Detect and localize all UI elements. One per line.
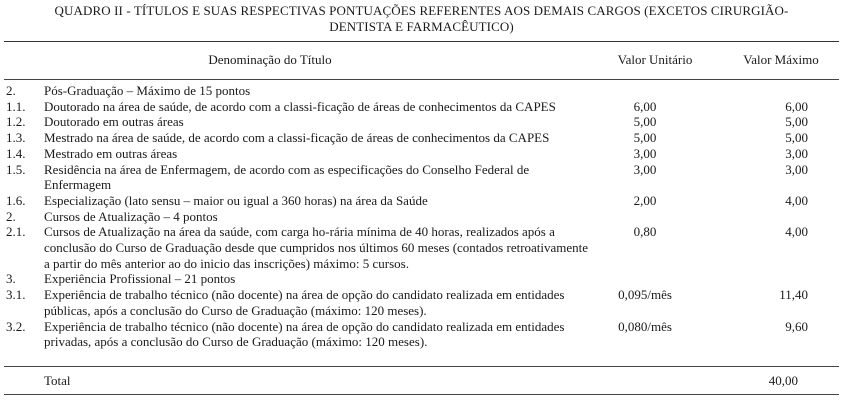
row-number: 1.4.: [6, 145, 26, 161]
table-row: [0, 114, 843, 130]
table-body: [0, 83, 843, 350]
table-title: [0, 3, 843, 35]
total-rule: [4, 366, 839, 367]
table-row: [0, 271, 843, 287]
top-rule: [4, 41, 839, 42]
row-unit-value: 2,00: [633, 192, 657, 208]
row-description: Doutorado na área de saúde, de acordo com a classi-ficação de áreas de conhecimentos da CAPES: [44, 98, 556, 114]
row-max-value: 3,00: [785, 161, 808, 177]
row-number: 2.: [6, 83, 16, 98]
total-row: [0, 373, 843, 389]
row-unit-value: 5,00: [633, 130, 657, 146]
row-number: 1.5.: [6, 161, 26, 177]
table-row: [0, 162, 843, 193]
row-unit-value: 0,80: [633, 224, 657, 240]
row-description: Cursos de Atualização – 4 pontos: [44, 208, 218, 224]
table-row: [0, 209, 843, 225]
table-row: [0, 130, 843, 146]
row-unit-value: 5,00: [633, 114, 657, 130]
row-description: Experiência de trabalho técnico (não docente) na área de opção do candidato realizada em entidades públicas, após a conclusão do Curso de Graduação (máximo: 120 meses).: [44, 287, 565, 318]
total-label: Total: [44, 373, 71, 388]
header-max-value: Valor Máximo: [743, 52, 819, 67]
table-row: [0, 224, 843, 271]
table-row: [0, 99, 843, 115]
row-description: Experiência Profissional – 21 pontos: [44, 271, 236, 287]
row-unit-value: 3,00: [633, 145, 657, 161]
table-row: [0, 83, 843, 99]
row-unit-value: 0,095/mês: [618, 287, 672, 303]
row-unit-value: 0,080/mês: [618, 318, 672, 334]
bottom-rule: [4, 394, 839, 395]
row-description: Mestrado na área de saúde, de acordo com a classi-ficação de áreas de conhecimentos da CAPES: [44, 130, 550, 146]
row-number: 2.1.: [6, 224, 26, 240]
table-row: [0, 193, 843, 209]
row-max-value: 4,00: [785, 224, 808, 240]
row-description: Pós-Graduação – Máximo de 15 pontos: [44, 83, 251, 98]
row-number: 1.2.: [6, 114, 26, 130]
row-max-value: 5,00: [785, 130, 808, 146]
header-title-name: Denominação do Título: [208, 52, 332, 67]
row-description: Experiência de trabalho técnico (não docente) na área de opção do candidato realizada em entidades privadas, após a conclusão do Curso de Graduação (máximo: 120 meses).: [44, 318, 565, 350]
table-title-line-1: QUADRO II - TÍTULOS E SUAS RESPECTIVAS PONTUAÇÕES REFERENTES AOS DEMAIS CARGOS (EXCETOS CIRURGIÃO-: [54, 3, 789, 18]
table-title-line-2: DENTISTA E FARMACÊUTICO): [329, 19, 514, 34]
row-unit-value: 3,00: [633, 161, 657, 177]
table-row: [0, 319, 843, 350]
row-description: Residência na área de Enfermagem, de acordo com as especificações do Conselho Federal de Enfermagem: [44, 161, 530, 193]
row-max-value: 4,00: [785, 192, 808, 208]
row-max-value: 11,40: [779, 287, 808, 303]
row-number: 1.1.: [6, 98, 26, 114]
header-rule: [4, 79, 839, 80]
row-number: 3.: [6, 271, 16, 287]
row-number: 2.: [6, 208, 16, 224]
row-max-value: 9,60: [785, 318, 808, 334]
row-description: Especialização (lato sensu – maior ou igual a 360 horas) na área da Saúde: [44, 192, 428, 208]
header-unit-value: Valor Unitário: [617, 52, 693, 67]
table-row: [0, 287, 843, 318]
row-unit-value: 6,00: [633, 98, 657, 114]
total-value: 40,00: [768, 373, 798, 388]
row-number: 1.3.: [6, 130, 26, 146]
row-description: Cursos de Atualização na área da saúde, com carga ho-rária mínima de 40 horas, realizados após a conclusão do Curso de Graduação desde que cumpridos nos últimos 60 meses (contados retroativamente a partir do mês anterior ao do inicio das inscrições) máximo: 5 cursos.: [44, 224, 589, 271]
row-number: 3.1.: [6, 287, 26, 303]
row-description: Mestrado em outras áreas: [44, 145, 178, 161]
row-number: 1.6.: [6, 192, 26, 208]
row-max-value: 5,00: [785, 114, 808, 130]
row-max-value: 3,00: [785, 145, 808, 161]
table-row: [0, 146, 843, 162]
row-description: Doutorado em outras áreas: [44, 114, 184, 130]
row-max-value: 6,00: [785, 98, 808, 114]
row-number: 3.2.: [6, 318, 26, 334]
